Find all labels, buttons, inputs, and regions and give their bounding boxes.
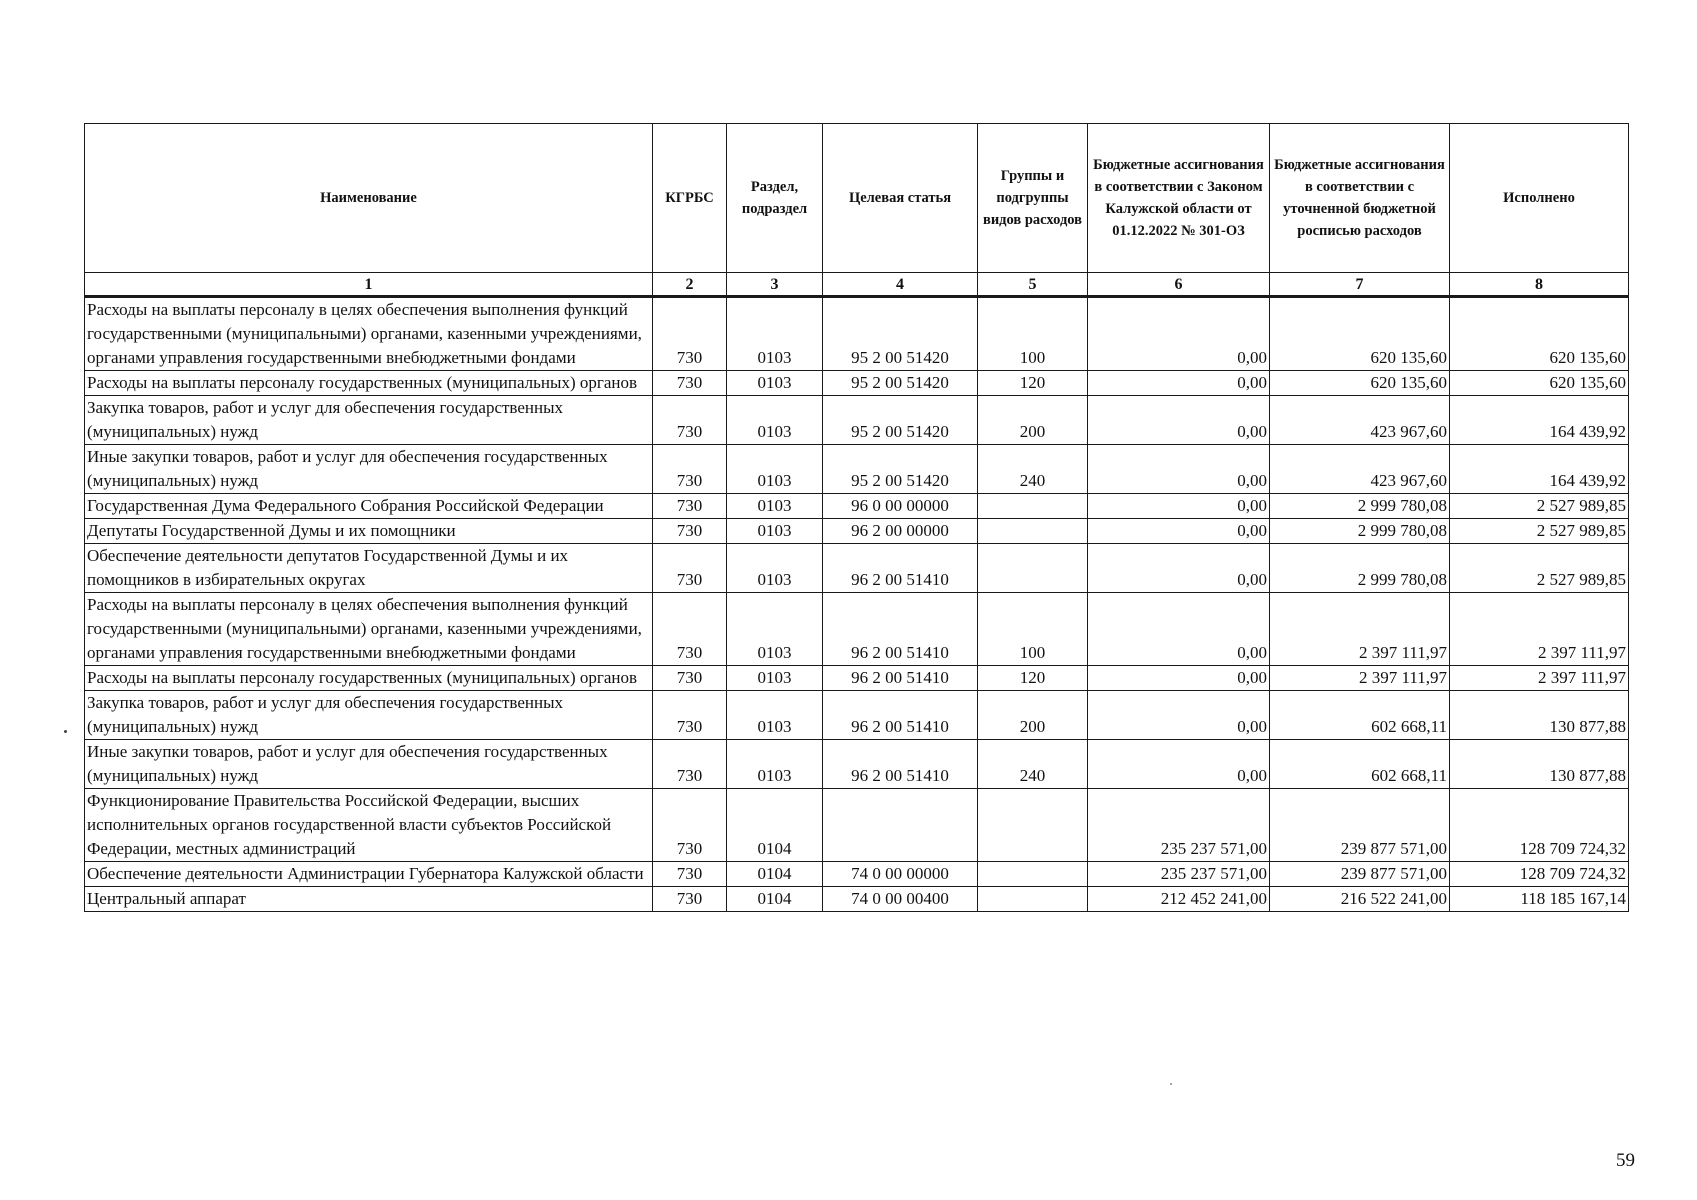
row-kgrbs: 730 (653, 544, 727, 593)
row-law: 0,00 (1088, 691, 1270, 740)
row-executed: 2 527 989,85 (1450, 494, 1629, 519)
row-group: 120 (978, 666, 1088, 691)
row-name: Закупка товаров, работ и услуг для обеспечения государственных (муниципальных) нужд (85, 396, 653, 445)
row-kgrbs: 730 (653, 740, 727, 789)
row-name: Центральный аппарат (85, 887, 653, 912)
row-law: 0,00 (1088, 740, 1270, 789)
row-executed: 130 877,88 (1450, 691, 1629, 740)
table-row (85, 789, 1629, 862)
row-group: 100 (978, 297, 1088, 371)
row-group: 200 (978, 396, 1088, 445)
row-target: 96 2 00 51410 (823, 691, 978, 740)
header-section: Раздел, подраздел (727, 124, 823, 273)
row-name: Функционирование Правительства Российской Федерации, высших исполнительных органов государственной власти субъектов Российской Федерации, местных администраций (85, 789, 653, 862)
row-group: 200 (978, 691, 1088, 740)
row-group: 100 (978, 593, 1088, 666)
row-executed: 128 709 724,32 (1450, 789, 1629, 862)
row-law: 235 237 571,00 (1088, 862, 1270, 887)
table-header-row (85, 124, 1629, 273)
row-refined: 216 522 241,00 (1270, 887, 1450, 912)
table-row (85, 494, 1629, 519)
row-refined: 602 668,11 (1270, 740, 1450, 789)
row-group: 120 (978, 371, 1088, 396)
row-kgrbs: 730 (653, 789, 727, 862)
column-number: 2 (653, 273, 727, 297)
row-executed: 620 135,60 (1450, 297, 1629, 371)
row-target: 96 2 00 51410 (823, 740, 978, 789)
row-refined: 620 135,60 (1270, 371, 1450, 396)
header-law: Бюджетные ассигнования в соответствии с Законом Калужской области от 01.12.2022 № 301-ОЗ (1088, 124, 1270, 273)
row-target: 95 2 00 51420 (823, 396, 978, 445)
row-name: Иные закупки товаров, работ и услуг для обеспечения государственных (муниципальных) нужд (85, 740, 653, 789)
row-kgrbs: 730 (653, 494, 727, 519)
row-executed: 128 709 724,32 (1450, 862, 1629, 887)
row-name: Расходы на выплаты персоналу государственных (муниципальных) органов (85, 371, 653, 396)
row-law: 0,00 (1088, 371, 1270, 396)
row-target: 95 2 00 51420 (823, 371, 978, 396)
row-law: 0,00 (1088, 519, 1270, 544)
row-name: Закупка товаров, работ и услуг для обеспечения государственных (муниципальных) нужд (85, 691, 653, 740)
row-law: 0,00 (1088, 666, 1270, 691)
row-section: 0103 (727, 691, 823, 740)
header-group: Группы и подгруппы видов расходов (978, 124, 1088, 273)
row-law: 0,00 (1088, 445, 1270, 494)
table-row (85, 666, 1629, 691)
column-number: 8 (1450, 273, 1629, 297)
row-law: 0,00 (1088, 396, 1270, 445)
row-name: Депутаты Государственной Думы и их помощники (85, 519, 653, 544)
row-section: 0104 (727, 862, 823, 887)
row-name: Иные закупки товаров, работ и услуг для обеспечения государственных (муниципальных) нужд (85, 445, 653, 494)
column-number: 6 (1088, 273, 1270, 297)
row-refined: 2 999 780,08 (1270, 544, 1450, 593)
scan-speck (64, 730, 67, 733)
row-target: 74 0 00 00000 (823, 862, 978, 887)
row-target: 96 2 00 00000 (823, 519, 978, 544)
row-section: 0103 (727, 494, 823, 519)
row-refined: 2 999 780,08 (1270, 519, 1450, 544)
row-name: Обеспечение деятельности депутатов Государственной Думы и их помощников в избирательных округах (85, 544, 653, 593)
row-executed: 164 439,92 (1450, 396, 1629, 445)
row-section: 0104 (727, 789, 823, 862)
row-target: 95 2 00 51420 (823, 297, 978, 371)
budget-table (84, 123, 1629, 912)
row-name: Обеспечение деятельности Администрации Губернатора Калужской области (85, 862, 653, 887)
row-target (823, 789, 978, 862)
row-name: Расходы на выплаты персоналу в целях обеспечения выполнения функций государственными (муниципальными) органами, казенными учреждениями, органами управления государственными внебюджетными фондами (85, 593, 653, 666)
row-group: 240 (978, 740, 1088, 789)
row-law: 235 237 571,00 (1088, 789, 1270, 862)
row-executed: 620 135,60 (1450, 371, 1629, 396)
row-executed: 2 527 989,85 (1450, 519, 1629, 544)
table-row (85, 593, 1629, 666)
row-kgrbs: 730 (653, 666, 727, 691)
table-row (85, 445, 1629, 494)
column-number: 1 (85, 273, 653, 297)
row-refined: 2 397 111,97 (1270, 593, 1450, 666)
row-name: Расходы на выплаты персоналу государственных (муниципальных) органов (85, 666, 653, 691)
table-row (85, 519, 1629, 544)
row-refined: 423 967,60 (1270, 396, 1450, 445)
column-number: 4 (823, 273, 978, 297)
row-section: 0103 (727, 666, 823, 691)
table-row (85, 544, 1629, 593)
row-refined: 423 967,60 (1270, 445, 1450, 494)
row-target: 96 0 00 00000 (823, 494, 978, 519)
row-kgrbs: 730 (653, 396, 727, 445)
row-refined: 2 397 111,97 (1270, 666, 1450, 691)
row-target: 74 0 00 00400 (823, 887, 978, 912)
row-section: 0103 (727, 396, 823, 445)
table-row (85, 887, 1629, 912)
page-number: 59 (1616, 1150, 1635, 1171)
row-name: Государственная Дума Федерального Собрания Российской Федерации (85, 494, 653, 519)
row-target: 96 2 00 51410 (823, 544, 978, 593)
row-law: 212 452 241,00 (1088, 887, 1270, 912)
column-number-row (85, 273, 1629, 297)
row-section: 0103 (727, 544, 823, 593)
row-executed: 2 527 989,85 (1450, 544, 1629, 593)
row-group (978, 519, 1088, 544)
row-section: 0103 (727, 519, 823, 544)
header-refined: Бюджетные ассигнования в соответствии с уточненной бюджетной росписью расходов (1270, 124, 1450, 273)
row-kgrbs: 730 (653, 445, 727, 494)
row-name: Расходы на выплаты персоналу в целях обеспечения выполнения функций государственными (муниципальными) органами, казенными учреждениями, органами управления государственными внебюджетными фондами (85, 297, 653, 371)
row-target: 95 2 00 51420 (823, 445, 978, 494)
row-law: 0,00 (1088, 593, 1270, 666)
row-group (978, 862, 1088, 887)
table-row (85, 740, 1629, 789)
row-refined: 2 999 780,08 (1270, 494, 1450, 519)
row-section: 0103 (727, 297, 823, 371)
column-number: 3 (727, 273, 823, 297)
table-row (85, 862, 1629, 887)
row-kgrbs: 730 (653, 887, 727, 912)
row-kgrbs: 730 (653, 519, 727, 544)
table-row (85, 297, 1629, 371)
row-kgrbs: 730 (653, 593, 727, 666)
row-law: 0,00 (1088, 544, 1270, 593)
row-kgrbs: 730 (653, 862, 727, 887)
table-row (85, 691, 1629, 740)
row-group (978, 544, 1088, 593)
header-name: Наименование (85, 124, 653, 273)
row-section: 0103 (727, 371, 823, 396)
row-group: 240 (978, 445, 1088, 494)
row-section: 0103 (727, 445, 823, 494)
row-executed: 118 185 167,14 (1450, 887, 1629, 912)
row-group (978, 887, 1088, 912)
column-number: 5 (978, 273, 1088, 297)
row-executed: 2 397 111,97 (1450, 593, 1629, 666)
row-refined: 620 135,60 (1270, 297, 1450, 371)
row-refined: 239 877 571,00 (1270, 789, 1450, 862)
row-section: 0104 (727, 887, 823, 912)
table-row (85, 371, 1629, 396)
row-section: 0103 (727, 740, 823, 789)
row-kgrbs: 730 (653, 691, 727, 740)
row-target: 96 2 00 51410 (823, 593, 978, 666)
row-executed: 164 439,92 (1450, 445, 1629, 494)
table-row (85, 396, 1629, 445)
row-section: 0103 (727, 593, 823, 666)
header-executed: Исполнено (1450, 124, 1629, 273)
row-executed: 2 397 111,97 (1450, 666, 1629, 691)
row-executed: 130 877,88 (1450, 740, 1629, 789)
row-refined: 239 877 571,00 (1270, 862, 1450, 887)
row-group (978, 789, 1088, 862)
row-law: 0,00 (1088, 494, 1270, 519)
row-target: 96 2 00 51410 (823, 666, 978, 691)
header-target: Целевая статья (823, 124, 978, 273)
row-kgrbs: 730 (653, 297, 727, 371)
row-kgrbs: 730 (653, 371, 727, 396)
header-kgrbs: КГРБС (653, 124, 727, 273)
scan-speck (1170, 1083, 1172, 1085)
row-refined: 602 668,11 (1270, 691, 1450, 740)
column-number: 7 (1270, 273, 1450, 297)
row-law: 0,00 (1088, 297, 1270, 371)
row-group (978, 494, 1088, 519)
